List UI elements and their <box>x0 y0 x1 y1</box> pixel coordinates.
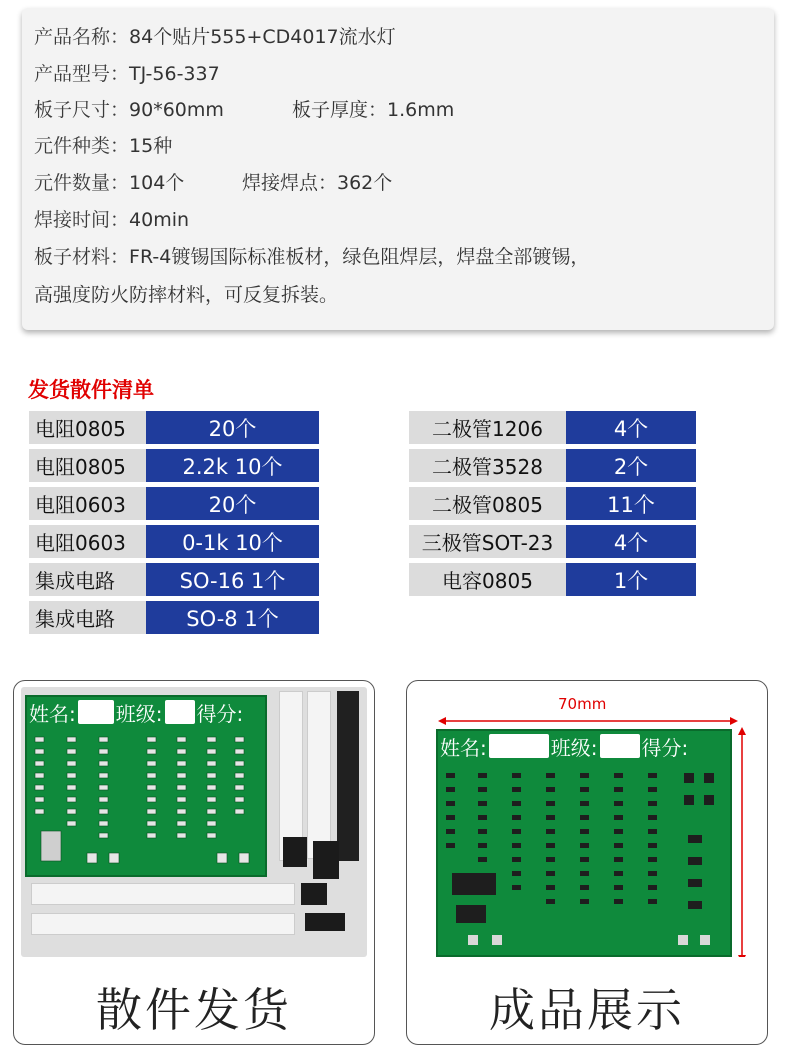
spec-line-size <box>34 95 224 122</box>
spec-line-name <box>34 22 396 49</box>
part-name: 电容0805 <box>409 563 566 596</box>
transistor-pack <box>313 841 339 879</box>
part-row <box>409 525 696 558</box>
pcb-score-label: 得分: <box>196 701 244 726</box>
pcb-score-label: 得分: <box>641 735 689 760</box>
part-qty: 20个 <box>146 411 319 444</box>
part-name: 电阻0805 <box>29 411 146 444</box>
pcb-class-label: 班级: <box>115 701 163 726</box>
part-row <box>29 449 319 482</box>
spec-line-time <box>34 205 189 232</box>
part-row <box>409 563 696 596</box>
part-name: 二极管3528 <box>409 449 566 482</box>
part-name: 电阻0805 <box>29 449 146 482</box>
resistor-tape <box>279 691 303 861</box>
finished-product-photo <box>414 687 760 957</box>
pcb-pad-grid <box>27 731 261 871</box>
pcb-class-label: 班级: <box>550 735 598 760</box>
part-qty: 4个 <box>566 525 696 558</box>
part-qty: SO-8 1个 <box>146 601 319 634</box>
spec-value: 90*60mm <box>129 99 224 121</box>
part-row <box>29 601 319 634</box>
pcb-name-label: 姓名: <box>29 701 76 726</box>
part-name: 二极管0805 <box>409 487 566 520</box>
spec-label: 产品名称： <box>34 26 130 48</box>
part-qty: 2个 <box>566 449 696 482</box>
part-qty: 4个 <box>566 411 696 444</box>
so16-chip <box>305 913 345 931</box>
spec-value: FR-4镀锡国际标准板材，绿色阻焊层，焊盘全部镀锡， <box>129 246 590 268</box>
spec-value: 15种 <box>129 135 173 157</box>
width-arrow <box>438 715 738 727</box>
part-qty: 1个 <box>566 563 696 596</box>
spec-label: 焊接时间： <box>34 209 130 231</box>
part-qty: 2.2k 10个 <box>146 449 319 482</box>
spec-line-types <box>34 131 172 158</box>
part-name: 三极管SOT-23 <box>409 525 566 558</box>
part-row <box>29 487 319 520</box>
spec-value: TJ-56-337 <box>129 63 220 85</box>
finished-product-panel <box>406 680 768 1045</box>
so8-chip <box>283 837 307 867</box>
part-row <box>29 411 319 444</box>
part-qty: 11个 <box>566 487 696 520</box>
part-name: 电阻0603 <box>29 525 146 558</box>
loose-parts-photo <box>21 687 367 957</box>
spec-label: 元件种类： <box>34 135 130 157</box>
spec-value: 高强度防火防摔材料，可反复拆装。 <box>34 284 339 306</box>
part-qty: 0-1k 10个 <box>146 525 319 558</box>
spec-value: 104个 <box>129 172 185 194</box>
diode-tape <box>337 691 359 861</box>
part-qty: 20个 <box>146 487 319 520</box>
spec-label: 板子尺寸： <box>34 99 130 121</box>
pcb-class-box <box>165 700 195 724</box>
spec-value: 40min <box>129 209 190 231</box>
assembled-pcb <box>436 729 732 957</box>
loose-parts-caption: 散件发货 <box>96 983 292 1037</box>
spec-label: 产品型号： <box>34 63 130 85</box>
height-arrow <box>736 727 748 957</box>
spec-line-material <box>34 242 589 269</box>
diode-part <box>301 883 327 905</box>
spec-thickness: 板子厚度：1.6mm <box>292 99 455 121</box>
part-name: 集成电路 <box>29 601 146 634</box>
pcb-board <box>25 695 267 877</box>
spec-solder-points: 焊接焊点：362个 <box>242 172 393 194</box>
spec-line-material-cont <box>34 280 338 307</box>
spec-label: 元件数量： <box>34 172 130 194</box>
spec-card <box>22 8 774 330</box>
part-row <box>409 411 696 444</box>
part-name: 电阻0603 <box>29 487 146 520</box>
spec-value: 84个贴片555+CD4017流水灯 <box>129 26 396 48</box>
loose-parts-panel <box>13 680 375 1045</box>
resistor-tape <box>307 691 331 859</box>
pcb-name-box <box>78 700 114 724</box>
resistor-tape-horizontal <box>31 883 295 905</box>
part-name: 集成电路 <box>29 563 146 596</box>
spec-line-model <box>34 59 220 86</box>
pcb-name-label: 姓名: <box>440 735 487 760</box>
width-dimension: 70mm <box>558 695 607 713</box>
part-qty: SO-16 1个 <box>146 563 319 596</box>
spec-line-count <box>34 168 184 195</box>
pcb-soldered-grid <box>438 765 726 953</box>
pcb-class-box <box>600 734 640 758</box>
part-row <box>29 525 319 558</box>
pcb-header <box>27 697 265 727</box>
pcb-header <box>438 731 730 761</box>
part-row <box>29 563 319 596</box>
spec-label: 板子材料： <box>34 246 130 268</box>
parts-list-title: 发货散件清单 <box>28 378 154 402</box>
part-row <box>409 449 696 482</box>
resistor-tape-horizontal <box>31 913 295 935</box>
part-row <box>409 487 696 520</box>
part-name: 二极管1206 <box>409 411 566 444</box>
pcb-name-box <box>489 734 549 758</box>
finished-product-caption: 成品展示 <box>489 983 685 1037</box>
